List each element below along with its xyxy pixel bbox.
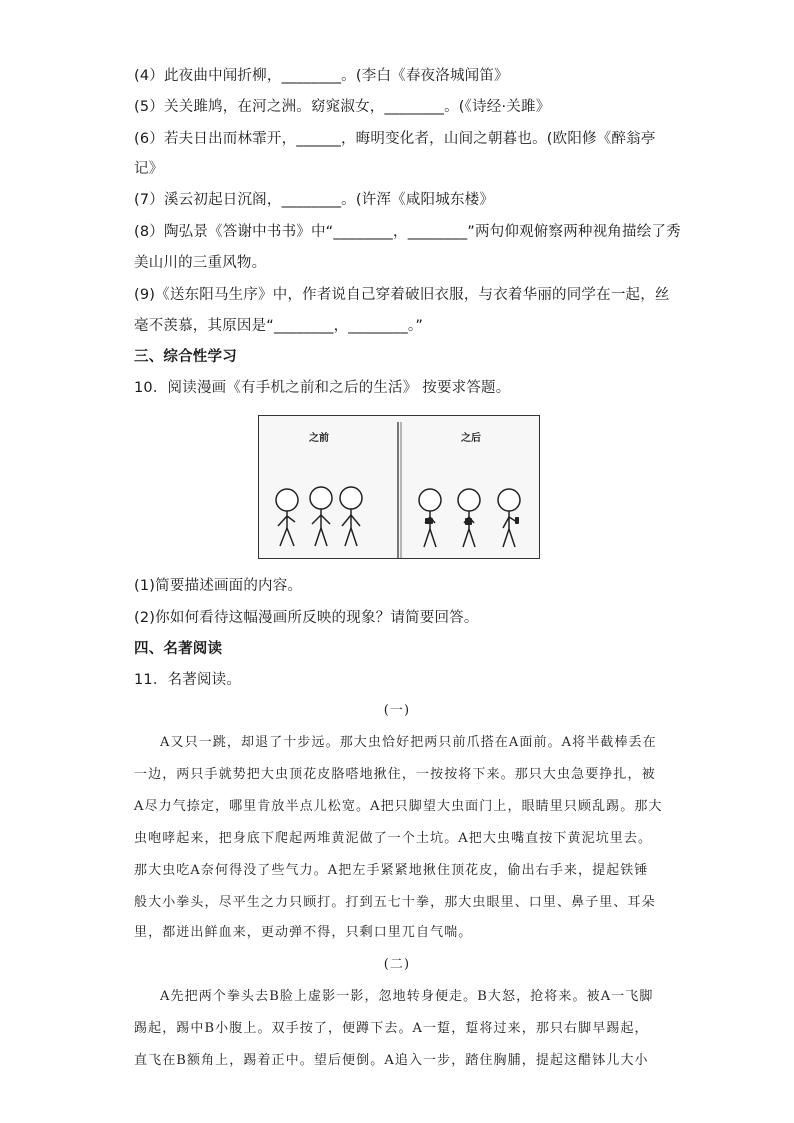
q6-line-1: (6）若夫日出而林霏开，______，晦明变化者，山间之朝暮也。(欧阳修《醉翁亭 — [134, 131, 656, 147]
passage-2-line: 踢起，踢中B小腹上。双手按了，便蹲下去。A一踅，踅将过来，那只右脚早踢起， — [134, 1021, 649, 1036]
phone-icon — [515, 517, 519, 524]
passage-1-line: 般大小拳头，尽平生之力只顾打。打到五七十拳，那大虫眼里、口里、鼻子里、耳朵 — [134, 895, 656, 910]
comic-image — [258, 415, 540, 559]
passage-1-line: A又只一跳，却退了十步远。那大虫恰好把两只前爪搭在A面前。A将半截棒丢在 — [160, 735, 657, 750]
q10-sub2: (2)你如何看待这幅漫画所反映的现象？请简要回答。 — [134, 610, 479, 626]
passage-2-line: 直飞在B额角上，踢着正中。望后便倒。A追入一步，踏住胸脯，提起这醋钵儿大小 — [134, 1053, 649, 1068]
comic-drawing — [259, 416, 539, 558]
passage-2-line: A先把两个拳头去B脸上虚影一影，忽地转身便走。B大怒，抢将来。被A一飞脚 — [160, 989, 654, 1004]
passage-1-line: 虫咆哮起来，把身底下爬起两堆黄泥做了一个土坑。A把大虫嘴直按下黄泥坑里去。 — [134, 831, 653, 846]
q11-line: 11．名著阅读。 — [134, 672, 242, 688]
section-3-heading: 三、综合性学习 — [134, 349, 237, 365]
passage-1-heading: (一) — [383, 703, 411, 718]
section-4-heading: 四、名著阅读 — [134, 641, 223, 657]
passage-2-heading: (二) — [383, 957, 411, 972]
q9-line-1: (9)《送东阳马生序》中，作者说自己穿着破旧衣服，与衣着华丽的同学在一起，丝 — [134, 287, 670, 303]
phone-icon — [425, 518, 433, 524]
phone-icon — [465, 518, 472, 525]
passage-1-line: 那大虫吃A奈何得没了些气力。A把左手紧紧地揪住顶花皮，偷出右手来，提起铁锤 — [134, 863, 649, 878]
q10-line: 10．阅读漫画《有手机之前和之后的生活》 按要求答题。 — [134, 380, 511, 396]
passage-1-line: A尽力气捺定，哪里肯放半点儿松宽。A把只脚望大虫面门上，眼睛里只顾乱踢。那大 — [134, 799, 663, 814]
q5-line: (5）关关雎鸠，在河之洲。窈窕淑女，________。(《诗经·关雎》 — [134, 99, 551, 115]
q9-line-2: 毫不羡慕，其原因是“________，________。” — [134, 318, 424, 334]
q7-line: (7）溪云初起日沉阁，________。(许浑《咸阳城东楼》 — [134, 192, 495, 208]
q10-sub1: (1)简要描述画面的内容。 — [134, 578, 303, 594]
comic-left-title: 之前 — [309, 433, 329, 444]
q8-line-2: 美山川的三重风物。 — [134, 255, 267, 271]
passage-1-line: 里，都迸出鲜血来，更动弹不得，只剩口里兀自气喘。 — [134, 925, 473, 940]
q4-line: (4）此夜曲中闻折柳，________。(李白《春夜洛城闻笛》 — [134, 68, 509, 84]
passage-1-line: 一边，两只手就势把大虫顶花皮胳嗒地揪住，一按按将下来。那只大虫急要挣扎，被 — [134, 767, 656, 782]
q8-line-1: (8）陶弘景《答谢中书书》中“________，________”两句仰观俯察两种视角描绘了秀 — [134, 224, 681, 240]
comic-right-title: 之后 — [461, 433, 481, 444]
q6-line-2: 记》 — [134, 161, 164, 177]
left-figures — [276, 487, 362, 546]
